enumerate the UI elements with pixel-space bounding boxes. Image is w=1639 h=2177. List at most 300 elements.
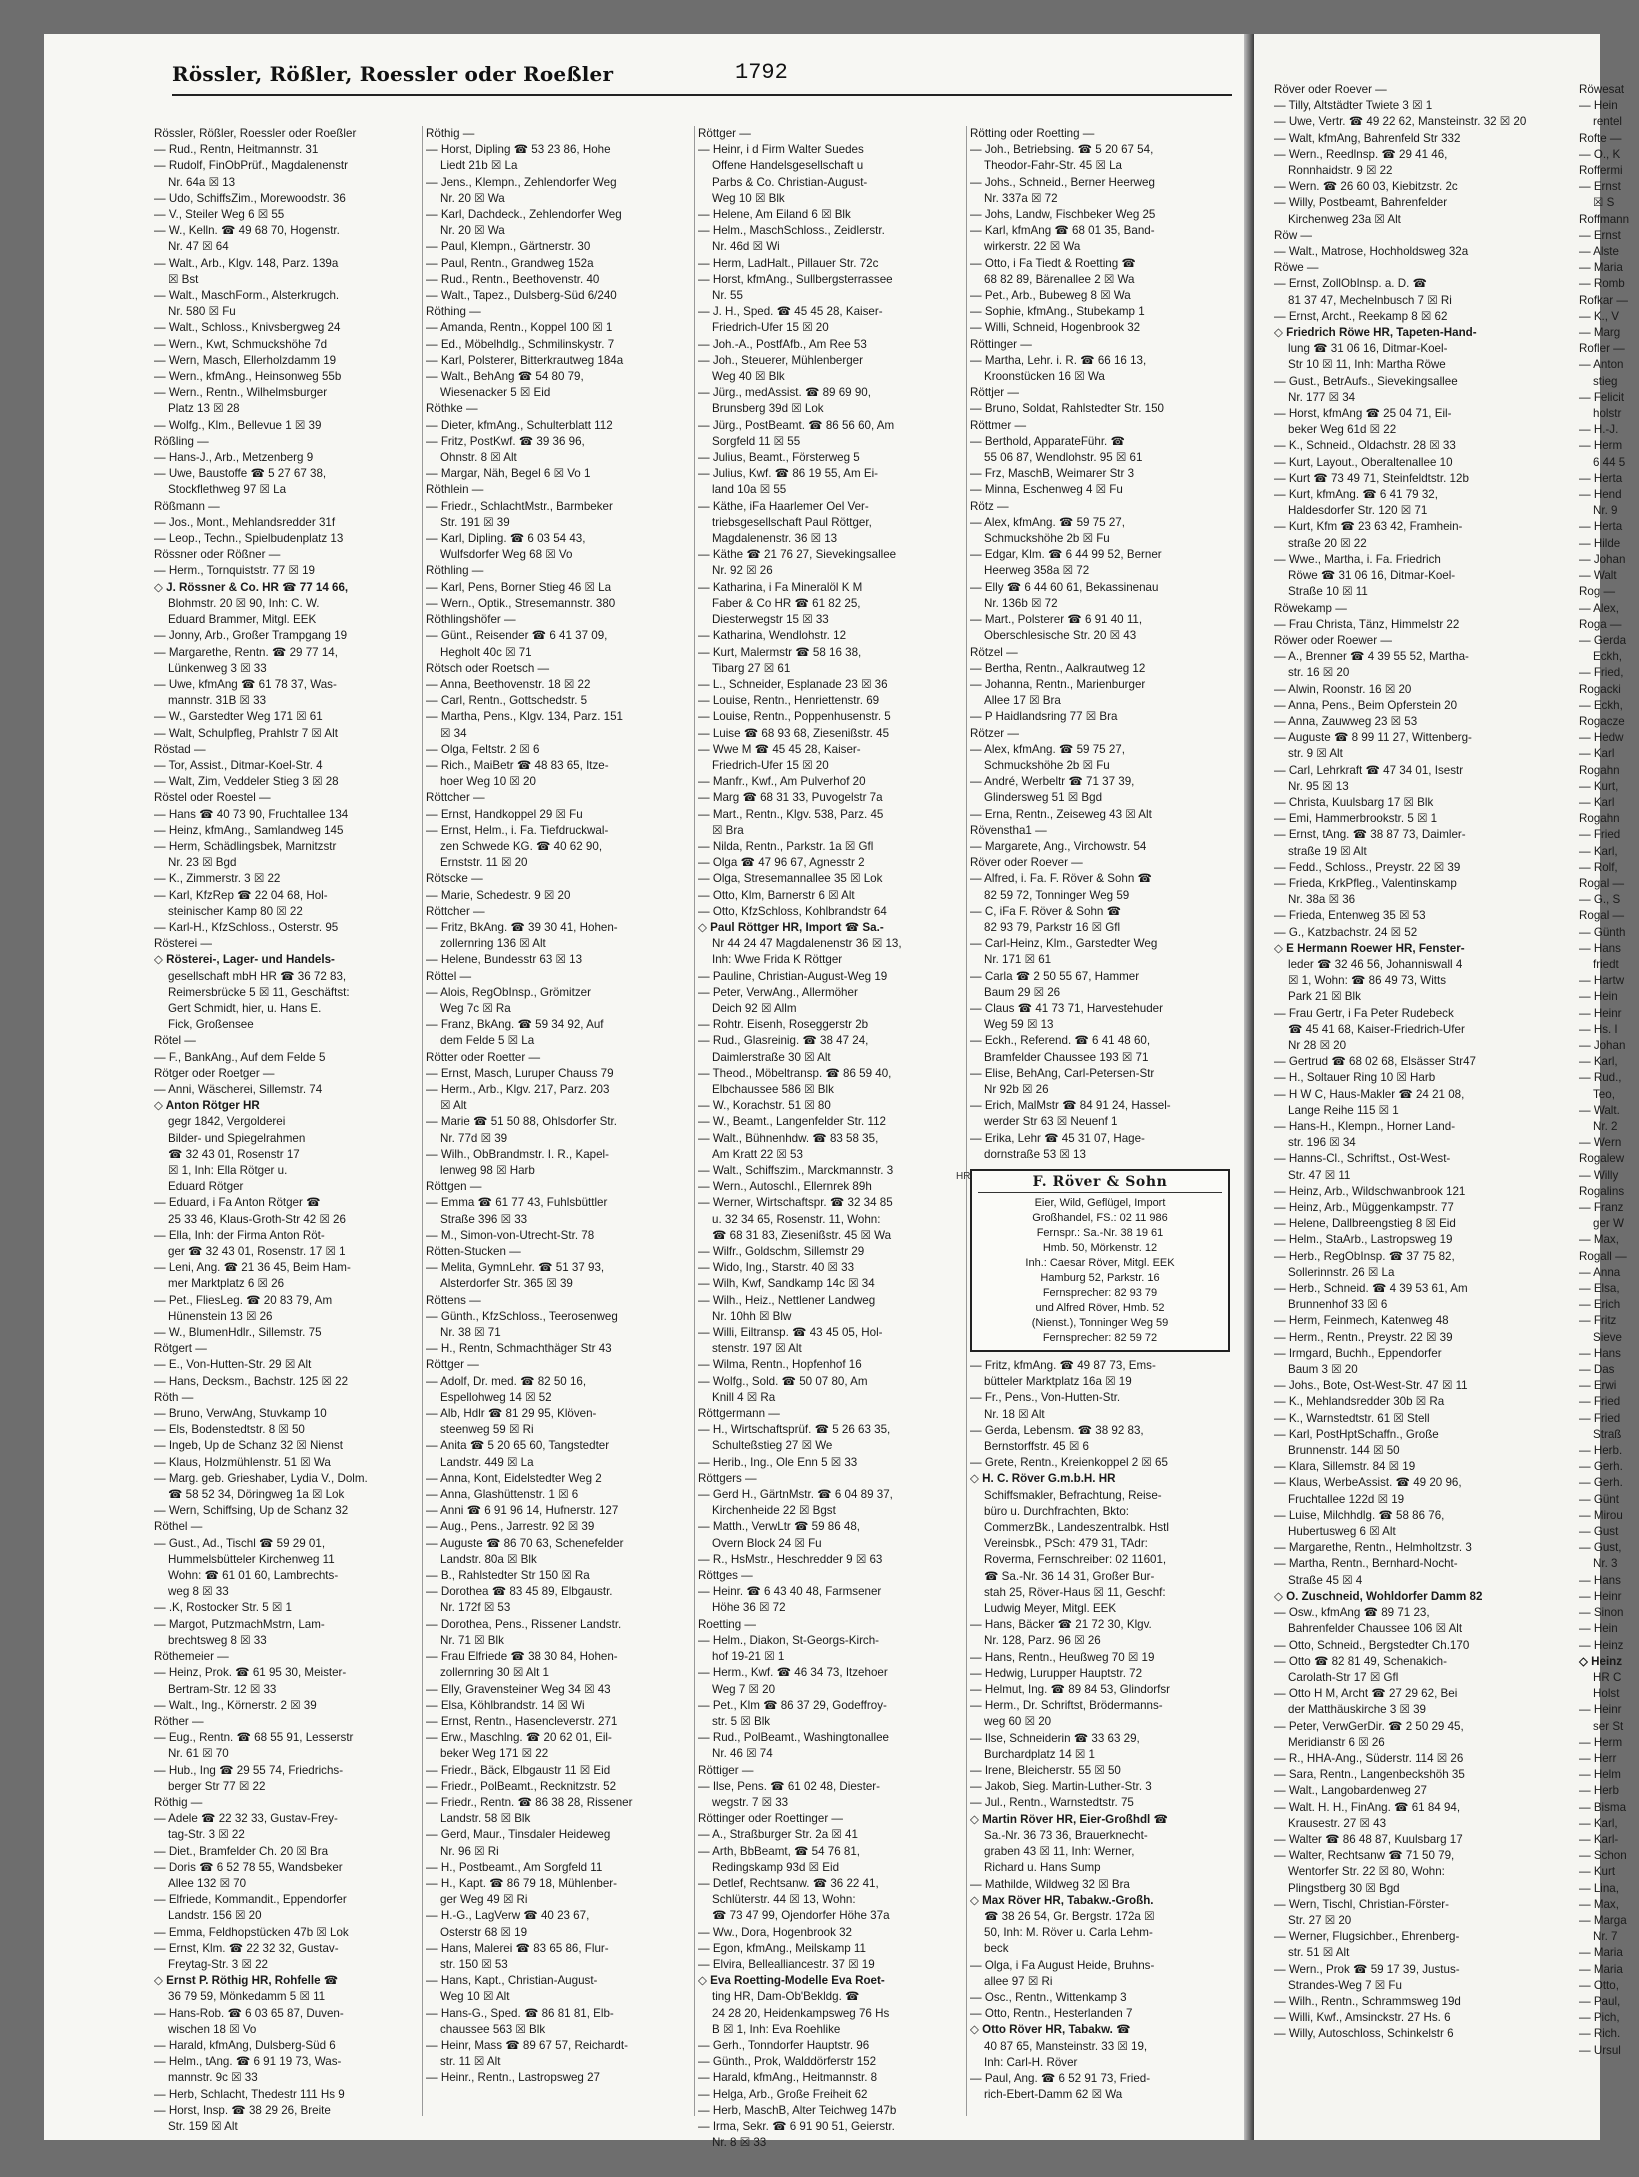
directory-entry: Röw — (1274, 228, 1313, 242)
directory-entry: — Aug., Pens., Jarrestr. 92 ☒ 39 (426, 1520, 595, 1534)
directory-entry: ☎ 45 41 68, Kaiser-Friedrich-Ufer (1288, 1022, 1465, 1036)
right-page-edge-column (1579, 82, 1639, 2122)
directory-entry: — Horst, kfmAng ☎ 25 04 71, Eil- (1274, 407, 1452, 421)
directory-entry: — Rud., PolBeamt., Washingtonallee (698, 1731, 889, 1745)
directory-entry: — Herb., Schneid. ☎ 4 39 53 61, Am (1274, 1282, 1468, 1296)
directory-entry: — Anna, Beethovenstr. 18 ☒ 22 (426, 677, 591, 691)
directory-entry: Straß (1593, 1427, 1622, 1441)
directory-entry: — Irene, Bleicherstr. 55 ☒ 50 (970, 1764, 1121, 1778)
directory-entry: — Alex, kfmAng. ☎ 59 75 27, (970, 742, 1125, 756)
directory-entry: Höhe 36 ☒ 72 (712, 1601, 786, 1615)
directory-entry: — Herm., Tornquiststr. 77 ☒ 19 (154, 564, 315, 578)
directory-entry: — Ernst, Rentn., Hasencleverstr. 271 (426, 1714, 618, 1728)
directory-entry: Röthig — (426, 127, 475, 140)
directory-entry: — Hans (1579, 1346, 1621, 1360)
directory-entry: — Hartw (1579, 974, 1625, 988)
directory-entry: — Karl, PostHptSchaffn., Große (1274, 1427, 1439, 1441)
directory-entry: — Walter, Rechtsanw ☎ 71 50 79, (1274, 1849, 1455, 1863)
directory-entry: — Walt., Matrose, Hochholdsweg 32a (1274, 245, 1469, 259)
directory-entry: — Heinr., Rentn., Lastropsweg 27 (426, 2071, 600, 2085)
directory-entry: — Walt (1579, 569, 1617, 583)
directory-entry: — Paul, Ang. ☎ 6 52 91 73, Fried- (970, 2071, 1151, 2085)
book-gutter (1244, 34, 1254, 2140)
directory-entry: — Irmgard, Buchh., Eppendorfer (1274, 1346, 1442, 1360)
directory-entry: Nr. 18 ☒ Alt (984, 1407, 1045, 1421)
directory-entry: — Alois, RegObInsp., Grömitzer (426, 985, 591, 999)
directory-entry: — Otto, Schneid., Bergstedter Ch.170 (1274, 1638, 1470, 1652)
directory-entry: Rogahn (1579, 812, 1620, 826)
directory-entry: HR C (1593, 1670, 1622, 1684)
directory-entry: — Maria (1579, 1962, 1623, 1976)
directory-entry: Weg 7c ☒ Ra (440, 1001, 511, 1015)
directory-entry: — Gust., BetrAufs., Sievekingsallee (1274, 374, 1458, 388)
directory-entry: — Rich., MaiBetr ☎ 48 83 65, Itze- (426, 758, 609, 772)
directory-entry: ☒ 1, Inh: Ella Rötger u. (168, 1164, 288, 1177)
directory-entry: — V., Steiler Weg 6 ☒ 55 (154, 208, 285, 222)
directory-entry: — Helene, Dallbreengstieg 8 ☒ Eid (1274, 1217, 1456, 1231)
directory-entry: Röttgermann — (698, 1407, 780, 1421)
directory-entry: Oberschlesische Str. 20 ☒ 43 (984, 629, 1137, 643)
directory-entry: — Fritz, BkAng. ☎ 39 30 41, Hohen- (426, 920, 618, 934)
directory-entry: — Gerh. (1579, 1476, 1623, 1490)
directory-entry: — Klaus, WerbeAssist. ☎ 49 20 96, (1274, 1476, 1462, 1490)
directory-entry: Roga — (1579, 617, 1622, 631)
directory-entry: — Margarete, Ang., Virchowstr. 54 (970, 839, 1147, 853)
directory-entry: — H., Rentn, Schmachthäger Str 43 (426, 1342, 612, 1356)
directory-entry: — Leop., Techn., Spielbudenplatz 13 (154, 532, 344, 546)
directory-entry: Röstel oder Roestel — (154, 791, 271, 805)
directory-entry: — Walt, Schulpfleg, Prahlstr 7 ☒ Alt (154, 726, 338, 740)
directory-entry: Ernststr. 11 ☒ 20 (440, 856, 528, 870)
directory-entry: Röttcher — (426, 904, 485, 918)
directory-entry: stah 25, Röver-Haus ☒ 11, Geschf: (984, 1585, 1166, 1599)
directory-entry: — Käthe, iFa Haarlemer Oel Ver- (698, 499, 869, 513)
directory-entry: Röthemeier — (154, 1650, 229, 1664)
directory-entry: Röttges — (698, 1569, 753, 1583)
directory-entry: 81 37 47, Mechelnbusch 7 ☒ Ri (1288, 293, 1452, 307)
ad-line: Fernsprecher: 82 93 79 (1042, 1287, 1158, 1299)
directory-entry: — Olga, Stresemannallee 35 ☒ Lok (698, 872, 883, 886)
directory-entry: — Marg (1579, 326, 1621, 340)
directory-entry: Nr 44 24 47 Magdalenenstr 36 ☒ 13, (712, 937, 902, 951)
directory-entry: — Fritz, kfmAng. ☎ 49 87 73, Ems- (970, 1359, 1156, 1372)
directory-entry: — Melita, GymnLehr. ☎ 51 37 93, (426, 1261, 605, 1275)
directory-entry: Roffermi (1579, 164, 1623, 178)
directory-entry: Rössler, Rößler, Roessler oder Roeßler (154, 127, 357, 140)
directory-entry: Gert Schmidt, hier, u. Hans E. (168, 1001, 322, 1015)
directory-entry: — K., Mehlandsredder 30b ☒ Ra (1274, 1395, 1445, 1409)
directory-entry: — Pet., Klm ☎ 86 37 29, Godeffroy- (698, 1698, 887, 1712)
directory-entry: Sollerinnstr. 26 ☒ La (1288, 1265, 1395, 1279)
directory-entry: Röttcher — (426, 791, 485, 805)
directory-entry: Nr. 580 ☒ Fu (168, 305, 236, 319)
directory-entry: — Wern., Autoschl., Ellernrek 89h (698, 1180, 872, 1194)
directory-entry: — C, iFa F. Röver & Sohn ☎ (970, 904, 1122, 918)
directory-entry: — Elly ☎ 6 44 60 61, Bekassinenau (970, 580, 1159, 594)
directory-entry: — Paul, Klempn., Gärtnerstr. 30 (426, 240, 591, 254)
directory-entry: Nr. 3 (1593, 1557, 1618, 1571)
directory-entry: — Hans-G., Sped. ☎ 86 81 81, Elb- (426, 2006, 614, 2020)
directory-entry: — Pauline, Christian-August-Weg 19 (698, 969, 888, 983)
directory-entry: — Günt., Reisender ☎ 6 41 37 09, (426, 629, 608, 643)
column-divider (966, 126, 967, 2116)
directory-entry: — Karl, Dipling. ☎ 6 03 54 43, (426, 532, 586, 546)
directory-entry: — Helga, Arb., Große Freiheit 62 (698, 2087, 868, 2101)
directory-entry: Brunsberg 39d ☒ Lok (712, 402, 824, 416)
directory-entry: Nr. 64a ☒ 13 (168, 175, 236, 189)
directory-entry: Krausestr. 27 ☒ 43 (1288, 1816, 1387, 1830)
directory-entry: Reimersbrücke 5 ☒ 11, Geschäftst: (168, 985, 350, 999)
directory-entry: — Hilde (1579, 536, 1621, 550)
directory-entry: Str. 27 ☒ 20 (1288, 1913, 1352, 1927)
directory-entry: ☎ 58 52 34, Döringweg 1a ☒ Lok (168, 1488, 345, 1502)
directory-entry: — L., Schneider, Esplanade 23 ☒ 36 (698, 677, 888, 691)
directory-entry: str. 51 ☒ Alt (1288, 1946, 1350, 1960)
directory-entry: ◇ J. Rössner & Co. HR ☎ 77 14 66, (154, 580, 349, 594)
directory-entry: mer Marktplatz 6 ☒ 26 (168, 1277, 285, 1291)
directory-entry: — Johs, Landw, Fischbeker Weg 25 (970, 208, 1156, 222)
directory-entry: Wiesenacker 5 ☒ Eid (440, 386, 551, 400)
directory-entry: — Carla ☎ 2 50 55 67, Hammer (970, 969, 1140, 983)
directory-entry: Sieve (1593, 1330, 1623, 1344)
directory-entry: — Heinz, Arb., Wildschwanbrook 121 (1274, 1184, 1466, 1198)
directory-entry: — Tilly, Altstädter Twiete 3 ☒ 1 (1274, 99, 1433, 113)
directory-entry: Röttinger oder Roettinger — (698, 1812, 843, 1826)
directory-entry: Rösterei — (154, 937, 212, 951)
directory-entry: Rogalew (1579, 1152, 1625, 1166)
directory-entry: Rößmann — (154, 499, 220, 513)
directory-entry: — Jos., Mont., Mehlandsredder 31f (154, 515, 336, 529)
directory-entry: — K., V (1579, 309, 1619, 323)
directory-entry: — Herm, Feinmech, Katenweg 48 (1274, 1314, 1449, 1328)
directory-entry: Rötel — (154, 1034, 196, 1048)
directory-entry: Lünkenweg 3 ☒ 33 (168, 661, 267, 675)
directory-entry: — Herib., Ing., Ole Enn 5 ☒ 33 (698, 1455, 858, 1469)
directory-entry: — Uwe, Baustoffe ☎ 5 27 67 38, (154, 467, 327, 481)
directory-entry: zollernring 136 ☒ Alt (440, 937, 546, 951)
directory-entry: — Hans, Malerei ☎ 83 65 86, Flur- (426, 1941, 609, 1955)
directory-entry: — Louise, Rentn., Poppenhusenstr. 5 (698, 710, 891, 724)
directory-entry: — Hanns-Cl., Schriftst., Ost-West- (1274, 1152, 1451, 1166)
directory-entry: rentel (1593, 115, 1623, 129)
directory-entry: — Anni ☎ 6 91 96 14, Hufnerstr. 127 (426, 1504, 619, 1518)
directory-entry: Landstr. 156 ☒ 20 (168, 1909, 262, 1923)
directory-entry: — Anton (1579, 358, 1624, 372)
directory-entry: Diesterwegstr 15 ☒ 33 (712, 613, 829, 627)
directory-entry: — Hans, Rentn., Heußweg 70 ☒ 19 (970, 1650, 1155, 1664)
directory-entry: Overn Block 24 ☒ Fu (712, 1536, 822, 1550)
directory-entry: — Herb (1579, 1784, 1619, 1798)
directory-entry: — Els, Bodenstedtstr. 8 ☒ 50 (154, 1423, 305, 1437)
directory-entry: — Karl, kfmAng ☎ 68 01 35, Band- (970, 224, 1155, 238)
directory-entry: Lange Reihe 115 ☒ 1 (1288, 1103, 1399, 1117)
directory-entry: steinischer Kamp 80 ☒ 22 (168, 904, 303, 918)
directory-entry: Nr. 171 ☒ 61 (984, 953, 1052, 967)
directory-entry: Rötzer — (970, 726, 1019, 740)
directory-entry: — Fritz, PostKwf. ☎ 39 36 96, (426, 434, 585, 448)
advertisement (956, 1169, 1230, 1352)
directory-entry: — Anna, Zauwweg 23 ☒ 53 (1274, 714, 1418, 728)
directory-entry: — Anni, Wäscherei, Sillemstr. 74 (154, 1082, 323, 1096)
directory-entry: hoer Weg 10 ☒ 20 (440, 775, 536, 789)
directory-entry: Rofkar — (1579, 293, 1628, 307)
directory-entry: — Kurt (1579, 1865, 1616, 1879)
directory-entry: Faber & Co HR ☎ 61 82 25, (712, 596, 861, 610)
directory-entry: — Wern., kfmAng., Heinsonweg 55b (154, 370, 342, 384)
directory-entry: gesellschaft mbH HR ☎ 36 72 83, (168, 969, 347, 983)
directory-entry: — Ww., Dora, Hogenbrook 32 (698, 1925, 853, 1939)
directory-entry: — Fritz (1579, 1314, 1617, 1328)
directory-entry: brechtsweg 8 ☒ 33 (168, 1633, 267, 1647)
directory-entry: — Herm, LadHalt., Pillauer Str. 72c (698, 256, 879, 270)
directory-entry: Rövenstha1 — (970, 823, 1047, 837)
directory-entry: Röttjer — (970, 386, 1019, 400)
directory-entry: — Käthe ☎ 21 76 27, Sievekingsallee (698, 548, 897, 562)
directory-entry: — Walt. (1579, 1103, 1620, 1117)
directory-entry: — Wern., Optik., Stresemannstr. 380 (426, 596, 616, 610)
directory-entry: straße 20 ☒ 22 (1288, 536, 1367, 550)
directory-entry: 68 82 89, Bärenallee 2 ☒ Wa (984, 272, 1135, 286)
directory-entry: — Walt., BehAng ☎ 54 80 79, (426, 370, 584, 384)
directory-entry: — André, Werbeltr ☎ 71 37 39, (970, 775, 1135, 789)
directory-entry: — Helm., Diakon, St-Georgs-Kirch- (698, 1633, 880, 1647)
directory-entry: — Hans, Kapt., Christian-August- (426, 1974, 598, 1988)
directory-entry: — Rohtr. Eisenh, Roseggerstr 2b (698, 1018, 869, 1032)
directory-entry: Rog — (1579, 585, 1616, 599)
directory-entry: — H., Kapt. ☎ 86 79 18, Mühlenber- (426, 1876, 618, 1890)
directory-entry: str. 5 ☒ Blk (712, 1714, 771, 1728)
directory-entry: — K., Warnstedtstr. 61 ☒ Stell (1274, 1411, 1430, 1425)
directory-entry: 50, Inh: M. Röver u. Carla Lehm- (984, 1926, 1153, 1940)
directory-entry: Rößling — (154, 434, 209, 448)
directory-entry: Inh: Carl-H. Röver (984, 2055, 1078, 2069)
directory-entry: — Carl, Rentn., Gottschedstr. 5 (426, 694, 588, 708)
directory-entry: tag-Str. 3 ☒ 22 (168, 1828, 245, 1842)
directory-entry: ☒ Alt (440, 1099, 467, 1113)
directory-entry: — Karl-H., KfzSchloss., Osterstr. 95 (154, 920, 339, 934)
directory-entry: — W., BlumenHdlr., Sillemstr. 75 (154, 1326, 322, 1340)
directory-entry: — Horst, Dipling ☎ 53 23 86, Hohe (426, 143, 611, 157)
directory-entry: — Bruno, Soldat, Rahlstedter Str. 150 (970, 402, 1164, 416)
directory-entry: Nr. 9 (1593, 504, 1618, 518)
directory-entry: Sorgfeld 11 ☒ 55 (712, 434, 801, 448)
directory-entry: — Kurt ☎ 73 49 71, Steinfeldtstr. 12b (1274, 471, 1469, 485)
directory-entry: — Pich, (1579, 2011, 1620, 2025)
directory-entry: — W., Garstedter Weg 171 ☒ 61 (154, 710, 323, 724)
directory-entry: — R., HHA-Ang., Süderstr. 114 ☒ 26 (1274, 1751, 1464, 1765)
directory-entry: Straße 45 ☒ 4 (1288, 1573, 1363, 1587)
directory-entry: holstr (1593, 407, 1622, 421)
directory-entry: — Harald, kfmAng, Dulsberg-Süd 6 (154, 2038, 336, 2052)
directory-column-2 (426, 126, 686, 2116)
directory-entry: Fick, Großensee (168, 1018, 254, 1032)
directory-entry: Rogacze (1579, 714, 1625, 728)
directory-entry: — Günth., KfzSchloss., Teerosenweg (426, 1309, 618, 1323)
directory-entry: — Grete, Rentn., Kreienkoppel 2 ☒ 65 (970, 1456, 1168, 1470)
directory-entry: Am Kratt 22 ☒ 53 (712, 1147, 803, 1161)
directory-entry: Rogal — (1579, 909, 1625, 923)
directory-entry: Str. 191 ☒ 39 (440, 515, 510, 529)
directory-entry: — Amanda, Rentn., Koppel 100 ☒ 1 (426, 321, 613, 335)
directory-entry: — Rud., (1579, 1071, 1622, 1085)
ad-line: Hmb. 50, Mörkenstr. 12 (1042, 1242, 1158, 1254)
directory-entry: — Tor, Assist., Ditmar-Koel-Str. 4 (154, 758, 323, 772)
directory-entry: — Erich (1579, 1298, 1621, 1312)
directory-entry: Nr. 2 (1593, 1120, 1618, 1133)
directory-entry: Rötz — (970, 499, 1009, 513)
directory-entry: — Elsa, (1579, 1282, 1620, 1296)
directory-entry: 25 33 46, Klaus-Groth-Str 42 ☒ 26 (168, 1212, 346, 1226)
directory-entry: stenstr. 197 ☒ Alt (712, 1342, 802, 1356)
directory-entry: — Wern., Kwt, Schmuckshöhe 7d (154, 337, 328, 351)
directory-entry: — Karl, KfzRep ☎ 22 04 68, Hol- (154, 888, 328, 902)
directory-entry: Schlüterstr. 44 ☒ 13, Wohn: (712, 1893, 856, 1907)
directory-entry: — Anna, Kont, Eidelstedter Weg 2 (426, 1471, 602, 1485)
directory-entry: ◇ Eva Roetting-Modelle Eva Roet- (698, 1974, 885, 1988)
directory-entry: — Jakob, Sieg. Martin-Luther-Str. 3 (970, 1780, 1152, 1794)
directory-entry: Nr. 61 ☒ 70 (168, 1747, 229, 1761)
directory-entry: — Marga (1579, 1913, 1627, 1927)
directory-entry: — Wilfr., Goldschm, Sillemstr 29 (698, 1245, 865, 1259)
directory-entry: Röwer oder Roewer — (1274, 633, 1392, 647)
directory-entry: — Katharina, i Fa Mineralöl K M (698, 580, 863, 594)
directory-entry: — Louise, Rentn., Henriettenstr. 69 (698, 694, 880, 708)
directory-entry: — Harald, kfmAng., Heitmannstr. 8 (698, 2071, 878, 2085)
directory-entry: ☒ 1, Wohn: ☎ 86 49 73, Witts (1288, 974, 1447, 988)
directory-entry: Nr. 128, Parz. 96 ☒ 26 (984, 1634, 1101, 1648)
directory-entry: — Erna, Rentn., Zeiseweg 43 ☒ Alt (970, 807, 1152, 821)
directory-entry: — Udo, SchiffsZim., Morewoodstr. 36 (154, 191, 346, 205)
directory-entry: — Wwe M ☎ 45 45 28, Kaiser- (698, 742, 861, 756)
directory-entry: Carolath-Str 17 ☒ Gfl (1288, 1670, 1399, 1684)
directory-entry: — Otto, (1579, 1978, 1619, 1992)
directory-entry: land 10a ☒ 55 (712, 483, 787, 497)
directory-entry: — Fedd., Schloss., Preystr. 22 ☒ 39 (1274, 860, 1461, 874)
directory-entry: — Karl- (1579, 1832, 1619, 1846)
directory-entry: Rötten-Stucken — (426, 1245, 521, 1259)
directory-entry: Nr. 20 ☒ Wa (440, 191, 505, 205)
directory-entry: — Wilma, Rentn., Hopfenhof 16 (698, 1358, 862, 1372)
directory-entry: Nr. 38 ☒ 71 (440, 1326, 501, 1340)
directory-entry: Röwe — (1274, 261, 1319, 275)
directory-entry: — Karl, (1579, 844, 1618, 858)
directory-entry: — Helm (1579, 1768, 1621, 1782)
directory-entry: — Ernst (1579, 228, 1621, 242)
directory-entry: — Kurt, Layout., Oberaltenallee 10 (1274, 455, 1453, 469)
directory-entry: ◇ Rösterei-, Lager- und Handels- (154, 953, 335, 967)
directory-entry: — Marg. geb. Grieshaber, Lydia V., Dolm. (154, 1471, 368, 1485)
directory-entry: CommerzBk., Landeszentralbk. Hstl (984, 1521, 1169, 1535)
directory-entry: Rogacki (1579, 682, 1621, 696)
directory-entry: — Johanna, Rentn., Marienburger (970, 677, 1146, 691)
directory-entry: ☒ Bra (712, 823, 744, 837)
directory-entry: — Uwe, kfmAng ☎ 61 78 37, Was- (154, 677, 337, 691)
directory-entry: — Wilh., Heiz., Nettlener Landweg (698, 1293, 876, 1307)
directory-entry: — Walt., Tapez., Dulsberg-Süd 6/240 (426, 289, 617, 303)
directory-entry: Nr. 177 ☒ 34 (1288, 390, 1356, 404)
directory-entry: wirkerstr. 22 ☒ Wa (984, 240, 1081, 254)
directory-entry: — Herb., RegObInsp. ☎ 37 75 82, (1274, 1249, 1455, 1263)
directory-entry: ☎ 73 47 99, Ojendorfer Höhe 37a (712, 1909, 890, 1923)
directory-entry: ◇ Martin Röver HR, Eier-Großhdl ☎ (970, 1812, 1168, 1826)
directory-entry: — Günth (1579, 925, 1626, 939)
directory-entry: Fruchtallee 122d ☒ 19 (1288, 1492, 1405, 1506)
directory-entry: — Wern, Schiffsing, Up de Schanz 32 (154, 1504, 349, 1518)
directory-entry: ◇ Paul Röttger HR, Import ☎ Sa.- (698, 920, 884, 934)
directory-entry: mannstr. 31B ☒ 33 (168, 694, 267, 708)
directory-entry: — Hans-H., Klempn., Horner Land- (1274, 1120, 1456, 1133)
directory-entry: B ☒ 1, Inh: Eva Roehlike (712, 2022, 841, 2036)
directory-entry: — Bertha, Rentn., Aalkrautweg 12 (970, 661, 1146, 675)
directory-entry: — Hans-J., Arb., Metzenberg 9 (154, 451, 314, 465)
directory-entry: — Hend (1579, 488, 1622, 502)
directory-entry: — Heinr, i d Firm Walter Suedes (698, 143, 864, 157)
directory-entry: — A., Brenner ☎ 4 39 55 52, Martha- (1274, 650, 1469, 664)
ad-box (970, 1169, 1230, 1352)
directory-entry: — Hein (1579, 1622, 1618, 1636)
directory-entry: Roverma, Fernschreiber: 02 11601, (984, 1553, 1167, 1567)
directory-entry: — Franz, BkAng. ☎ 59 34 92, Auf (426, 1018, 604, 1032)
directory-entry: Offene Handelsgesellschaft u (712, 159, 864, 173)
directory-entry: — G., S (1579, 893, 1621, 907)
directory-entry: — Johan (1579, 552, 1626, 566)
directory-entry: — Wolfg., Sold. ☎ 50 07 80, Am (698, 1374, 868, 1388)
directory-entry: — Elly, Gravensteiner Weg 34 ☒ 43 (426, 1682, 611, 1696)
directory-entry: — Max, (1579, 1233, 1619, 1247)
directory-entry: Bilder- und Spiegelrahmen (168, 1131, 306, 1145)
directory-entry: Röttiger — (698, 1763, 754, 1777)
directory-entry: Bernstorffstr. 45 ☒ 6 (984, 1440, 1089, 1454)
directory-entry: — Walt., Schloss., Knivsbergweg 24 (154, 321, 341, 335)
directory-entry: — Adele ☎ 22 32 33, Gustav-Frey- (154, 1812, 338, 1826)
directory-entry: — Detlef, Rechtsanw. ☎ 36 22 41, (698, 1876, 879, 1890)
directory-entry: — Pet., Arb., Bubeweg 8 ☒ Wa (970, 289, 1131, 303)
directory-entry: Rötsch oder Roetsch — (426, 661, 550, 675)
directory-entry: str. 16 ☒ 20 (1288, 666, 1350, 680)
directory-entry: — Erich, MalMstr ☎ 84 91 24, Hassel- (970, 1099, 1171, 1113)
directory-entry: — Hub., Ing ☎ 29 55 74, Friedrichs- (154, 1763, 344, 1777)
directory-entry: Nr. 96 ☒ Ri (440, 1844, 499, 1858)
ad-line: Großhandel, FS.: 02 11 986 (1032, 1212, 1168, 1224)
directory-entry: Elbchaussee 586 ☒ Blk (712, 1082, 834, 1096)
directory-entry: ◇ E Hermann Roewer HR, Fenster- (1274, 941, 1465, 955)
directory-entry: ◇ Max Röver HR, Tabakw.-Großh. (970, 1893, 1154, 1907)
directory-entry: — Erika, Lehr ☎ 45 31 07, Hage- (970, 1131, 1145, 1145)
directory-entry: Nr. 55 (712, 289, 743, 303)
directory-entry: — Wern. ☎ 26 60 03, Kiebitzstr. 2c (1274, 180, 1458, 194)
directory-entry: Str. 159 ☒ Alt (168, 2119, 238, 2133)
directory-entry: Holst (1593, 1687, 1620, 1701)
directory-entry: berger Str 77 ☒ 22 (168, 1779, 266, 1793)
directory-entry: — Walt., Arb., Klgv. 148, Parz. 139a (154, 256, 339, 270)
directory-entry: — Herm., Arb., Klgv. 217, Parz. 203 (426, 1082, 610, 1096)
directory-entry: — Herr (1579, 1751, 1617, 1765)
directory-entry: Redingskamp 93d ☒ Eid (712, 1860, 840, 1874)
directory-entry: zollernring 30 ☒ Alt 1 (440, 1666, 549, 1680)
directory-entry: bütteler Marktplatz 16a ☒ 19 (984, 1375, 1132, 1389)
directory-entry: — Gerh., Tonndorfer Hauptstr. 96 (698, 2038, 870, 2052)
directory-entry: — Walt., Schiffszim., Marckmannstr. 3 (698, 1164, 894, 1177)
directory-entry: — Willi, Kwf., Amsinckstr. 27 Hs. 6 (1274, 2011, 1451, 2025)
directory-entry: Röthig — (154, 1795, 203, 1809)
directory-entry: — Ernst, Helm., i. Fa. Tiefdruckwal- (426, 823, 609, 837)
directory-entry: — Auguste ☎ 8 99 11 27, Wittenberg- (1274, 731, 1472, 745)
directory-entry: — H., Postbeamt., Am Sorgfeld 11 (426, 1860, 603, 1874)
directory-entry: wegstr. 7 ☒ 33 (712, 1795, 789, 1809)
directory-entry: ger ☎ 32 43 01, Rosenstr. 17 ☒ 1 (168, 1245, 346, 1259)
directory-entry: — Eckh., Referend. ☎ 6 41 48 60, (970, 1034, 1151, 1048)
directory-entry: — Fr., Pens., Von-Hutten-Str. (970, 1391, 1121, 1405)
